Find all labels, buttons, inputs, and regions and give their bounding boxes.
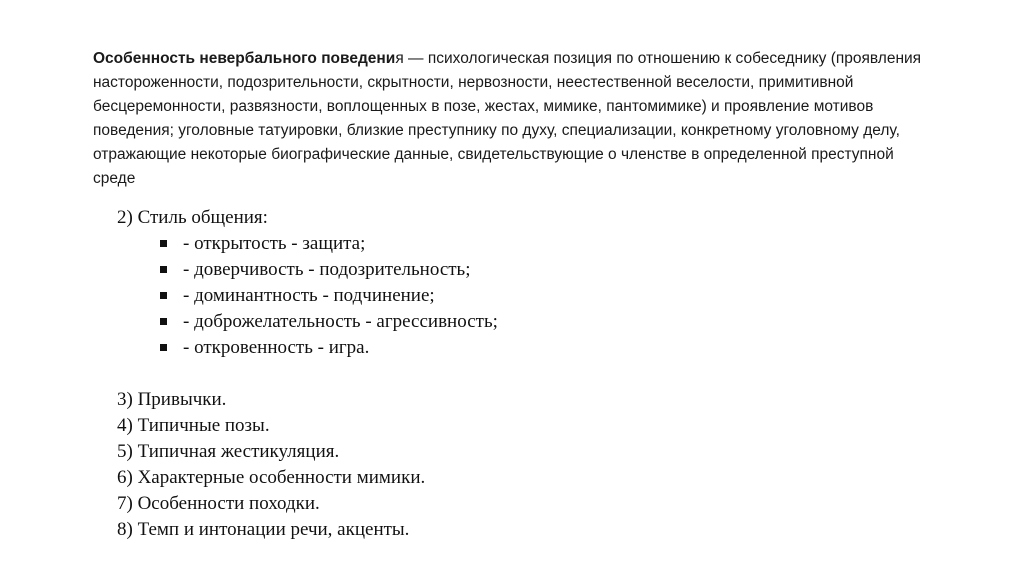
communication-style-list [117, 231, 817, 361]
numbered-item-6: 6) Характерные особенности мимики. [117, 467, 426, 488]
numbered-item-3: 3) Привычки. [117, 389, 227, 410]
list-item [117, 283, 817, 309]
list-item-text: - откровенность - игра. [183, 337, 370, 358]
numbered-item-7: 7) Особенности походки. [117, 493, 320, 514]
list-item-text: - открытость - защита; [183, 233, 366, 254]
spacer [117, 361, 817, 387]
square-bullet-icon [160, 240, 167, 247]
list-item [117, 231, 817, 257]
intro-term: Особенность невербального поведени [93, 50, 396, 67]
square-bullet-icon [160, 344, 167, 351]
list-item-text: - доверчивость - подозрительность; [183, 259, 471, 280]
intro-text: я — психологическая позиция по отношению к собеседнику (проявления настороженности, подозрительности, скрытности, нервозности, неестественной веселости, примитивной бесцеремонности, развязности, воплощенных в позе, жестах, мимике, пантомимике) и проявление мотивов поведения; уголовные татуировки, близкие преступнику по духу, специализации, конкретному уголовному делу, отражающие некоторые биографические данные, свидетельствующие о членстве в определенной преступной среде [93, 50, 922, 187]
square-bullet-icon [160, 266, 167, 273]
numbered-item-5: 5) Типичная жестикуляция. [117, 441, 340, 462]
list-item [117, 257, 817, 283]
list-item [117, 309, 817, 335]
numbered-item-4: 4) Типичные позы. [117, 415, 270, 436]
list-item-text: - доминантность - подчинение; [183, 285, 435, 306]
numbered-list [117, 387, 817, 543]
square-bullet-icon [160, 292, 167, 299]
list-item [117, 335, 817, 361]
list-item-text: - доброжелательность - агрессивность; [183, 311, 498, 332]
section2-heading: 2) Стиль общения: [117, 207, 268, 228]
content-block [117, 205, 817, 543]
square-bullet-icon [160, 318, 167, 325]
numbered-item-8: 8) Темп и интонации речи, акценты. [117, 519, 410, 540]
intro-paragraph [93, 47, 923, 191]
